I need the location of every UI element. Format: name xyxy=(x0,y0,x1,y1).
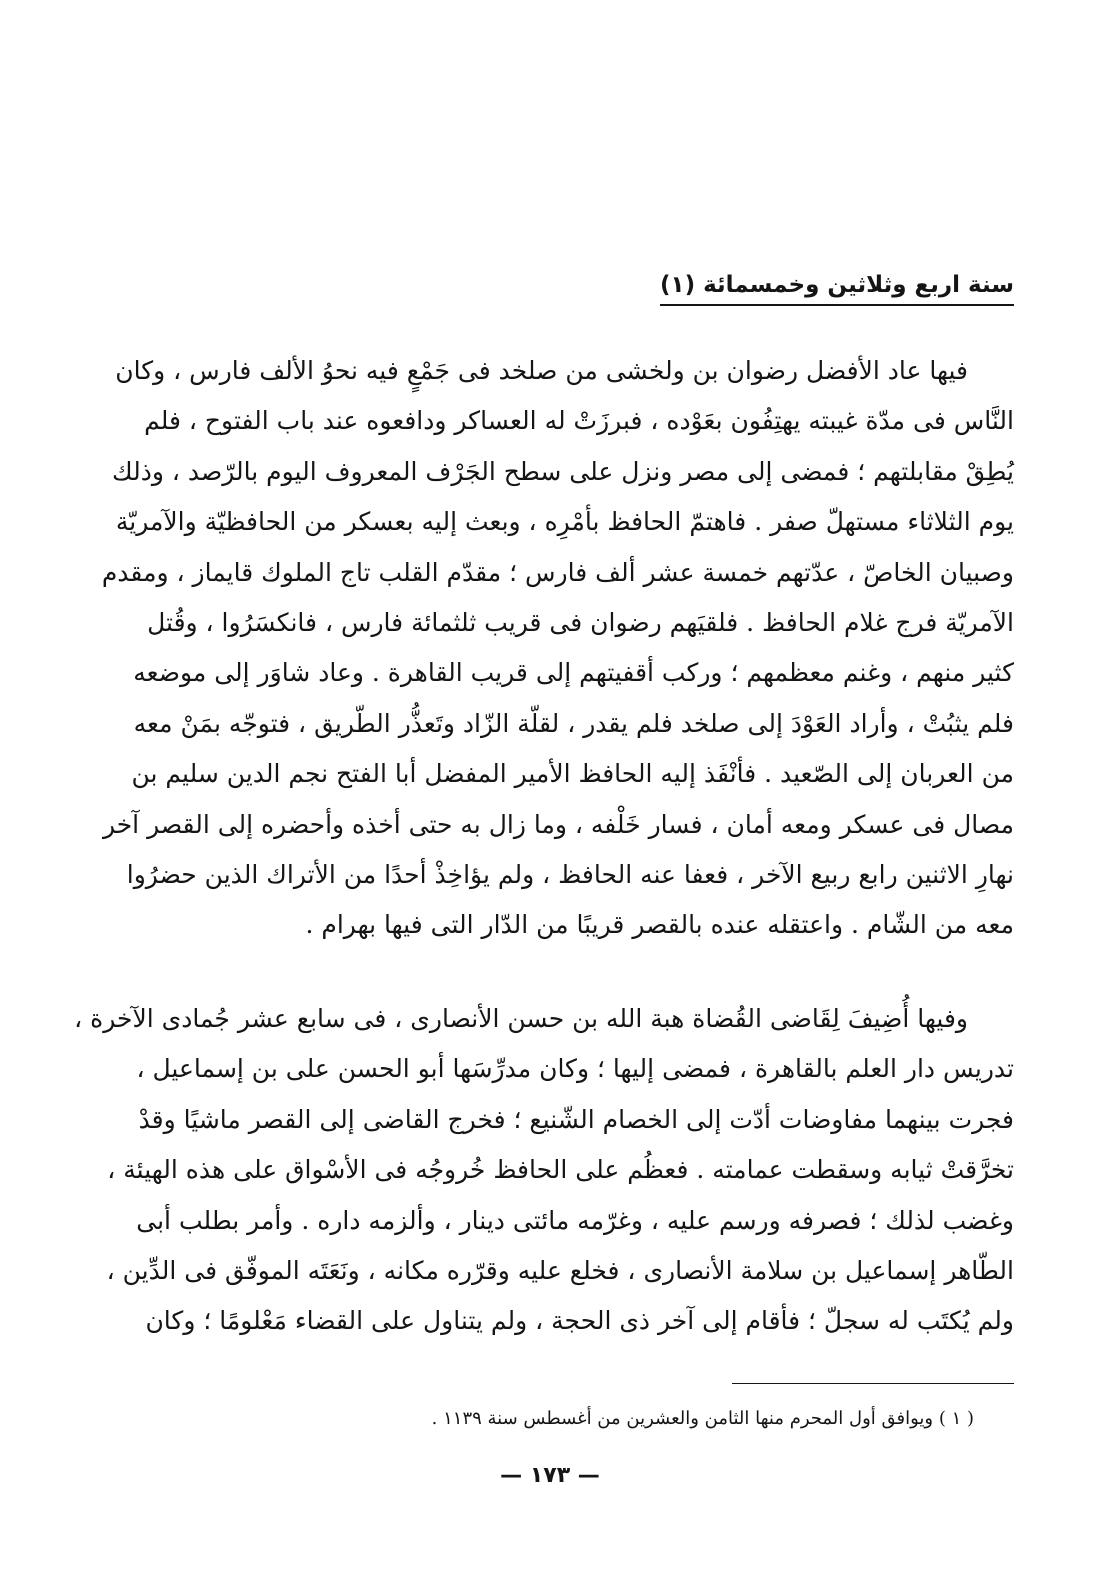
text-line: الطّاهر إسماعيل بن سلامة الأنصارى ، فخلع عليه وقرّره مكانه ، ونَعَتَه الموفّق فى الدِّين ، xyxy=(106,1255,1014,1285)
footnote: ( ١ ) ويوافق أول المحرم منها الثامن والعشرين من أغسطس سنة ١١٣٩ . xyxy=(431,1408,974,1429)
text-line: الآمريّة فرج غلام الحافظ . فلقيَهم رضوان فى قريب ثلثمائة فارس ، فانكسَرُوا ، وقُتل xyxy=(147,607,1014,637)
text-line: ولم يُكتَب له سجلّ ؛ فأقام إلى آخر ذى الحجة ، ولم يتناول على القضاء مَعْلومًا ؛ وكان xyxy=(145,1306,1014,1336)
text-line: تدريس دار العلم بالقاهرة ، فمضى إليها ؛ وكان مدرِّسَها أبو الحسن على بن إسماعيل ، xyxy=(136,1054,1014,1084)
text-line: يُطِقْ مقابلتهم ؛ فمضى إلى مصر ونزل على سطح الجَرْف المعروف اليوم بالرّصد ، وذلك xyxy=(112,456,1014,486)
text-line: تخرَّقتْ ثيابه وسقطت عمامته . فعظُم على الحافظ خُروجُه فى الأسْواق على هذه الهيئة ، xyxy=(107,1155,1014,1185)
text-line: يوم الثلاثاء مستهلّ صفر . فاهتمّ الحافظ بأمْرِه ، وبعث إليه بعسكر من الحافظيّة والآمريّة xyxy=(115,507,1014,537)
year-heading xyxy=(254,268,1014,306)
text-line: وغضب لذلك ؛ فصرفه ورسم عليه ، وغرّمه مائتى دينار ، وألزمه داره . وأمر بطلب أبى xyxy=(136,1205,1014,1235)
footnote-divider xyxy=(732,1383,1014,1384)
year-heading-text: سنة اربع وثلاثين وخمسمائة (١) xyxy=(660,268,1014,306)
text-line: النَّاس فى مدّة غيبته يهتِفُون بعَوْده ، فبرزَتْ له العساكر ودافعوه عند باب الفتوح ، فلم xyxy=(144,406,1014,436)
page-number: — ١٧٣ — xyxy=(500,1463,600,1488)
paragraph-1 xyxy=(101,346,1014,951)
text-line: فجرت بينهما مفاوضات أدّت إلى الخصام الشّنيع ؛ فخرج القاضى إلى القصر ماشيًا وقدْ xyxy=(138,1104,1014,1134)
text-line: وصبيان الخاصّ ، عدّتهم خمسة عشر ألف فارس ؛ مقدّم القلب تاج الملوك قايماز ، ومقدم xyxy=(101,557,1014,587)
paragraph-2 xyxy=(74,994,1014,1347)
text-line: كثير منهم ، وغنم معظمهم ؛ وركب أقفيتهم إلى قريب القاهرة . وعاد شاوَر إلى موضعه xyxy=(133,658,1014,688)
text-line: مصال فى عسكر ومعه أمان ، فسار خَلْفه ، وما زال به حتى أخذه وأحضره إلى القصر آخر xyxy=(102,809,1014,839)
text-line: من العربان إلى الصّعيد . فأنْفَذ إليه الحافظ الأمير المفضل أبا الفتح نجم الدين سليم بن xyxy=(131,759,1014,789)
text-line: معه من الشّام . واعتقله عنده بالقصر قريبًا من الدّار التى فيها بهرام . xyxy=(305,910,1014,940)
text-line: فيها عاد الأفضل رضوان بن ولخشى من صلخد فى جَمْعٍ فيه نحوُ الألف فارس ، وكان xyxy=(115,356,968,385)
text-line: وفيها أُضِيفَ لِقَاضى القُضاة هبة الله بن حسن الأنصارى ، فى سابع عشر جُمادى الآخرة ، xyxy=(74,1004,968,1033)
text-line: نهارِ الاثنين رابع ربيع الآخر ، فعفا عنه الحافظ ، ولم يؤاخِذْ أحدًا من الأتراك الذين حضرُوا xyxy=(126,859,1014,889)
text-line: فلم يثبُتْ ، وأراد العَوْدَ إلى صلخد فلم يقدر ، لقلّة الزّاد وتَعذُّر الطّريق ، فتوجّه بمَنْ معه xyxy=(133,708,1014,738)
